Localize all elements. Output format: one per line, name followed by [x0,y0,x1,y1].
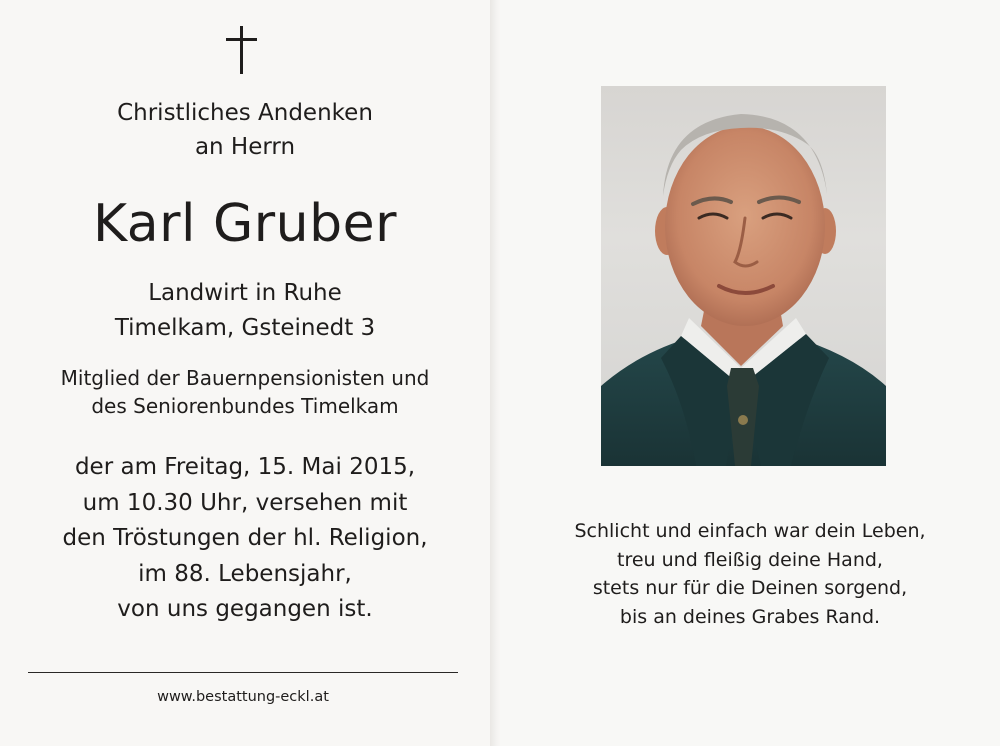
intro-line-2: an Herrn [194,134,296,160]
death-line: um 10.30 Uhr, versehen mit [82,489,408,516]
deceased-name: Karl Gruber [93,194,397,254]
role-line: Landwirt in Ruhe [148,280,342,306]
portrait-photo [601,86,886,466]
membership-line-2: des Seniorenbundes Timelkam [91,394,399,418]
address-line: Timelkam, Gsteinedt 3 [114,315,376,341]
death-line: den Tröstungen der hl. Religion, [62,525,428,551]
intro-line-1: Christliches Andenken [117,100,373,126]
role-and-address [0,276,490,346]
membership-line-1: Mitglied der Bauernpensionisten und [60,366,430,390]
death-line: von uns gegangen ist. [117,596,373,622]
intro-text [0,96,490,164]
death-line: im 88. Lebensjahr, [138,560,352,587]
divider-line [28,672,458,673]
poem-line: stets nur für die Deinen sorgend, [592,577,908,599]
card-left-page [0,0,490,746]
poem-line: bis an deines Grabes Rand. [619,605,881,628]
death-notice [0,450,490,628]
card-right-page [500,0,1000,746]
funeral-home-website: www.bestattung-eckl.at [157,689,329,705]
poem-line: Schlicht und einfach war dein Leben, [574,520,926,542]
membership-text [0,364,490,420]
memorial-poem [500,517,1000,631]
cross-icon [222,26,262,76]
card-fold [490,0,500,746]
poem-line: treu und fleißig deine Hand, [617,548,883,571]
death-line: der am Freitag, 15. Mai 2015, [74,454,416,480]
